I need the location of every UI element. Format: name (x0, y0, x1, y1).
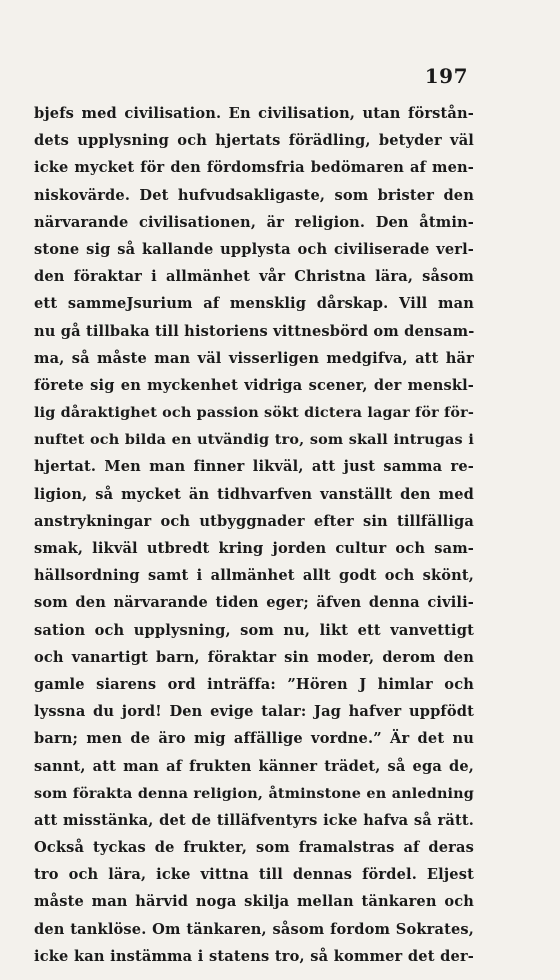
page-bottom-margin (0, 920, 560, 980)
text-line: niskovärde. Det hufvudsakligaste, som brister den (34, 186, 474, 204)
text-line: som förakta denna religion, åtminstone en anledning (34, 784, 474, 802)
text-line: och vanartigt barn, föraktar sin moder, derom den (34, 648, 474, 666)
text-line: lyssna du jord! Den evige talar: Jag hafver uppfödt (34, 703, 474, 721)
text-line: hjertat. Men man finner likväl, att just samma re- (34, 458, 474, 476)
text-line: icke kan instämma i statens tro, så kommer det der- (34, 947, 474, 965)
text-line: bjefs med civilisation. En civilisation, utan förstån- (34, 105, 474, 122)
text-line: icke mycket för den fördomsfria bedömaren af men- (34, 159, 474, 177)
text-line: den tanklöse. Om tänkaren, såsom fordom Sokrates, (34, 920, 474, 938)
text-line: lig dåraktighet och passion sökt dictera lagar för för- (34, 404, 474, 422)
text-line: som den närvarande tiden eger; äfven denna civili- (34, 594, 474, 612)
body-text (34, 100, 474, 970)
text-line: nuftet och bilda en utvändig tro, som skall intrugas i (34, 431, 474, 449)
text-line: anstrykningar och utbyggnader efter sin tillfälliga (34, 512, 474, 530)
text-line: tro och lära, icke vittna till dennas fördel. Eljest (34, 866, 474, 884)
text-line: den föraktar i allmänhet vår Christna lära, såsom (34, 268, 474, 286)
text-line: gamle siarens ord inträffa: ”Hören J himlar och (34, 675, 474, 693)
text-line: sannt, att man af frukten känner trädet, så ega de, (34, 757, 474, 775)
text-line: dets upplysning och hjertats förädling, betyder väl (34, 132, 474, 150)
text-line: förete sig en myckenhet vidriga scener, der menskl- (34, 376, 474, 394)
text-line: ett sammeJsurium af mensklig dårskap. Vill man (34, 295, 474, 313)
text-line: nu gå tillbaka till historiens vittnesbörd om densam- (34, 322, 475, 340)
text-line: sation och upplysning, som nu, likt ett vanvettigt (34, 621, 474, 639)
text-line: närvarande civilisationen, är religion. Den åtmin- (34, 213, 474, 231)
text-line: barn; men de äro mig affällige vordne.” Är det nu (34, 730, 474, 748)
text-line: ma, så måste man väl visserligen medgifva, att här (34, 349, 474, 367)
text-line: smak, likväl utbredt kring jorden cultur och sam- (34, 540, 474, 557)
page-number: 197 (424, 64, 468, 88)
text-line: att misstänka, det de tilläfventyrs icke hafva så rätt. (34, 811, 474, 829)
text-line: måste man härvid noga skilja mellan tänkaren och (34, 893, 474, 911)
text-line: ligion, så mycket än tidhvarfven vanställt den med (34, 485, 474, 503)
text-line: stone sig så kallande upplysta och civiliserade verl- (34, 240, 474, 258)
text-line: hällsordning samt i allmänhet allt godt och skönt, (34, 567, 474, 585)
text-line: Också tyckas de frukter, som framalstras af deras (34, 839, 474, 857)
